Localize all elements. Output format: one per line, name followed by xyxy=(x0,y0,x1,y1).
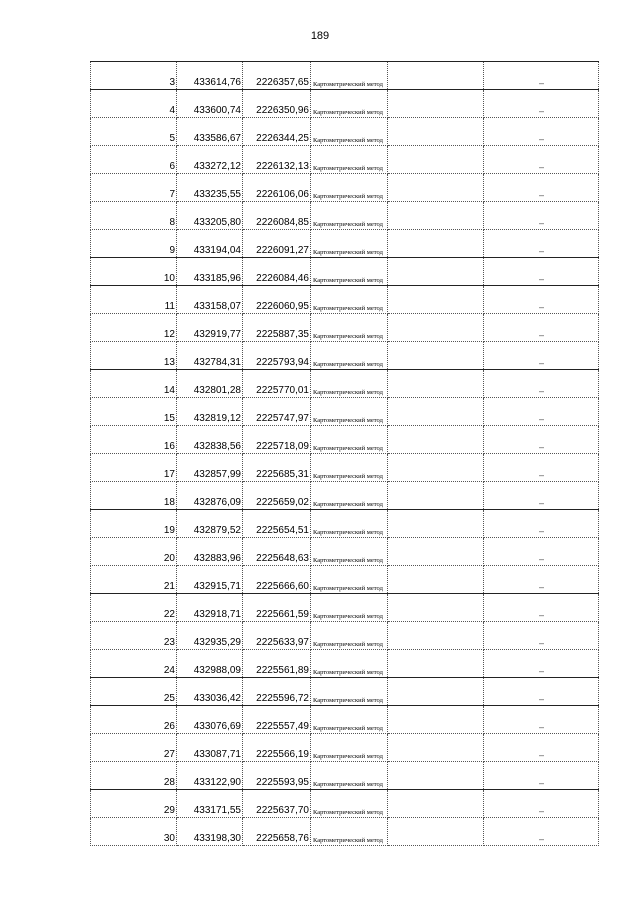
accuracy-dash-cell: – xyxy=(484,314,599,342)
point-number-cell: 28 xyxy=(91,762,177,790)
method-cell: Картометрический метод xyxy=(311,426,388,454)
table-row xyxy=(91,90,599,118)
x-coordinate-cell: 433076,69 xyxy=(177,706,243,734)
method-cell: Картометрический метод xyxy=(311,538,388,566)
accuracy-dash-cell: – xyxy=(484,230,599,258)
empty-cell xyxy=(388,62,484,90)
point-number-cell: 20 xyxy=(91,538,177,566)
table-row xyxy=(91,398,599,426)
y-coordinate-cell: 2226060,95 xyxy=(243,286,311,314)
x-coordinate-cell: 432838,56 xyxy=(177,426,243,454)
point-number-cell: 24 xyxy=(91,650,177,678)
method-cell: Картометрический метод xyxy=(311,790,388,818)
method-cell: Картометрический метод xyxy=(311,314,388,342)
empty-cell xyxy=(388,566,484,594)
table-row xyxy=(91,230,599,258)
point-number-cell: 25 xyxy=(91,678,177,706)
empty-cell xyxy=(388,510,484,538)
coordinates-table-body xyxy=(91,62,599,846)
x-coordinate-cell: 433087,71 xyxy=(177,734,243,762)
y-coordinate-cell: 2225561,89 xyxy=(243,650,311,678)
accuracy-dash-cell: – xyxy=(484,174,599,202)
accuracy-dash-cell: – xyxy=(484,62,599,90)
empty-cell xyxy=(388,790,484,818)
method-cell: Картометрический метод xyxy=(311,90,388,118)
x-coordinate-cell: 433036,42 xyxy=(177,678,243,706)
method-cell: Картометрический метод xyxy=(311,706,388,734)
method-cell: Картометрический метод xyxy=(311,118,388,146)
point-number-cell: 11 xyxy=(91,286,177,314)
empty-cell xyxy=(388,398,484,426)
table-row xyxy=(91,174,599,202)
point-number-cell: 7 xyxy=(91,174,177,202)
empty-cell xyxy=(388,482,484,510)
table-row xyxy=(91,118,599,146)
accuracy-dash-cell: – xyxy=(484,594,599,622)
method-cell: Картометрический метод xyxy=(311,258,388,286)
empty-cell xyxy=(388,146,484,174)
y-coordinate-cell: 2225566,19 xyxy=(243,734,311,762)
method-cell: Картометрический метод xyxy=(311,594,388,622)
empty-cell xyxy=(388,706,484,734)
method-cell: Картометрический метод xyxy=(311,146,388,174)
accuracy-dash-cell: – xyxy=(484,286,599,314)
method-cell: Картометрический метод xyxy=(311,566,388,594)
point-number-cell: 21 xyxy=(91,566,177,594)
method-cell: Картометрический метод xyxy=(311,62,388,90)
method-cell: Картометрический метод xyxy=(311,510,388,538)
point-number-cell: 22 xyxy=(91,594,177,622)
empty-cell xyxy=(388,650,484,678)
table-row xyxy=(91,342,599,370)
y-coordinate-cell: 2226091,27 xyxy=(243,230,311,258)
accuracy-dash-cell: – xyxy=(484,678,599,706)
x-coordinate-cell: 433235,55 xyxy=(177,174,243,202)
y-coordinate-cell: 2225793,94 xyxy=(243,342,311,370)
accuracy-dash-cell: – xyxy=(484,398,599,426)
x-coordinate-cell: 432879,52 xyxy=(177,510,243,538)
accuracy-dash-cell: – xyxy=(484,566,599,594)
y-coordinate-cell: 2225633,97 xyxy=(243,622,311,650)
table-row xyxy=(91,62,599,90)
point-number-cell: 23 xyxy=(91,622,177,650)
point-number-cell: 9 xyxy=(91,230,177,258)
accuracy-dash-cell: – xyxy=(484,454,599,482)
x-coordinate-cell: 433158,07 xyxy=(177,286,243,314)
point-number-cell: 3 xyxy=(91,62,177,90)
point-number-cell: 13 xyxy=(91,342,177,370)
point-number-cell: 4 xyxy=(91,90,177,118)
table-row xyxy=(91,146,599,174)
accuracy-dash-cell: – xyxy=(484,818,599,846)
x-coordinate-cell: 433614,76 xyxy=(177,62,243,90)
accuracy-dash-cell: – xyxy=(484,90,599,118)
empty-cell xyxy=(388,286,484,314)
table-row xyxy=(91,762,599,790)
y-coordinate-cell: 2226106,06 xyxy=(243,174,311,202)
x-coordinate-cell: 433198,30 xyxy=(177,818,243,846)
empty-cell xyxy=(388,594,484,622)
empty-cell xyxy=(388,342,484,370)
accuracy-dash-cell: – xyxy=(484,146,599,174)
x-coordinate-cell: 432883,96 xyxy=(177,538,243,566)
method-cell: Картометрический метод xyxy=(311,174,388,202)
table-row xyxy=(91,594,599,622)
empty-cell xyxy=(388,762,484,790)
y-coordinate-cell: 2225593,95 xyxy=(243,762,311,790)
table-row xyxy=(91,678,599,706)
table-row xyxy=(91,482,599,510)
table-row xyxy=(91,734,599,762)
y-coordinate-cell: 2226350,96 xyxy=(243,90,311,118)
empty-cell xyxy=(388,538,484,566)
accuracy-dash-cell: – xyxy=(484,118,599,146)
point-number-cell: 15 xyxy=(91,398,177,426)
method-cell: Картометрический метод xyxy=(311,650,388,678)
method-cell: Картометрический метод xyxy=(311,230,388,258)
y-coordinate-cell: 2225659,02 xyxy=(243,482,311,510)
method-cell: Картометрический метод xyxy=(311,678,388,706)
x-coordinate-cell: 432857,99 xyxy=(177,454,243,482)
accuracy-dash-cell: – xyxy=(484,370,599,398)
method-cell: Картометрический метод xyxy=(311,454,388,482)
coordinates-table xyxy=(90,61,599,846)
table-row xyxy=(91,370,599,398)
y-coordinate-cell: 2226344,25 xyxy=(243,118,311,146)
accuracy-dash-cell: – xyxy=(484,510,599,538)
table-row xyxy=(91,706,599,734)
y-coordinate-cell: 2225770,01 xyxy=(243,370,311,398)
empty-cell xyxy=(388,314,484,342)
x-coordinate-cell: 432801,28 xyxy=(177,370,243,398)
table-row xyxy=(91,202,599,230)
x-coordinate-cell: 432988,09 xyxy=(177,650,243,678)
x-coordinate-cell: 433205,80 xyxy=(177,202,243,230)
accuracy-dash-cell: – xyxy=(484,426,599,454)
page-number: 189 xyxy=(310,30,330,42)
x-coordinate-cell: 432819,12 xyxy=(177,398,243,426)
y-coordinate-cell: 2225637,70 xyxy=(243,790,311,818)
point-number-cell: 14 xyxy=(91,370,177,398)
table-row xyxy=(91,650,599,678)
method-cell: Картометрический метод xyxy=(311,734,388,762)
point-number-cell: 12 xyxy=(91,314,177,342)
empty-cell xyxy=(388,230,484,258)
table-row xyxy=(91,566,599,594)
empty-cell xyxy=(388,734,484,762)
x-coordinate-cell: 432915,71 xyxy=(177,566,243,594)
method-cell: Картометрический метод xyxy=(311,398,388,426)
empty-cell xyxy=(388,818,484,846)
x-coordinate-cell: 432919,77 xyxy=(177,314,243,342)
point-number-cell: 27 xyxy=(91,734,177,762)
x-coordinate-cell: 432784,31 xyxy=(177,342,243,370)
point-number-cell: 26 xyxy=(91,706,177,734)
y-coordinate-cell: 2225666,60 xyxy=(243,566,311,594)
y-coordinate-cell: 2225596,72 xyxy=(243,678,311,706)
point-number-cell: 18 xyxy=(91,482,177,510)
point-number-cell: 29 xyxy=(91,790,177,818)
point-number-cell: 30 xyxy=(91,818,177,846)
method-cell: Картометрический метод xyxy=(311,370,388,398)
table-row xyxy=(91,426,599,454)
point-number-cell: 19 xyxy=(91,510,177,538)
accuracy-dash-cell: – xyxy=(484,706,599,734)
x-coordinate-cell: 433171,55 xyxy=(177,790,243,818)
table-row xyxy=(91,286,599,314)
x-coordinate-cell: 433600,74 xyxy=(177,90,243,118)
x-coordinate-cell: 433586,67 xyxy=(177,118,243,146)
x-coordinate-cell: 433185,96 xyxy=(177,258,243,286)
empty-cell xyxy=(388,90,484,118)
y-coordinate-cell: 2225685,31 xyxy=(243,454,311,482)
x-coordinate-cell: 432935,29 xyxy=(177,622,243,650)
accuracy-dash-cell: – xyxy=(484,650,599,678)
x-coordinate-cell: 433122,90 xyxy=(177,762,243,790)
table-row xyxy=(91,622,599,650)
accuracy-dash-cell: – xyxy=(484,790,599,818)
y-coordinate-cell: 2226084,85 xyxy=(243,202,311,230)
x-coordinate-cell: 433272,12 xyxy=(177,146,243,174)
y-coordinate-cell: 2226357,65 xyxy=(243,62,311,90)
point-number-cell: 6 xyxy=(91,146,177,174)
empty-cell xyxy=(388,202,484,230)
table-row xyxy=(91,538,599,566)
point-number-cell: 16 xyxy=(91,426,177,454)
accuracy-dash-cell: – xyxy=(484,202,599,230)
x-coordinate-cell: 432876,09 xyxy=(177,482,243,510)
method-cell: Картометрический метод xyxy=(311,622,388,650)
point-number-cell: 10 xyxy=(91,258,177,286)
accuracy-dash-cell: – xyxy=(484,734,599,762)
accuracy-dash-cell: – xyxy=(484,482,599,510)
point-number-cell: 5 xyxy=(91,118,177,146)
y-coordinate-cell: 2225718,09 xyxy=(243,426,311,454)
method-cell: Картометрический метод xyxy=(311,762,388,790)
method-cell: Картометрический метод xyxy=(311,342,388,370)
table-row xyxy=(91,454,599,482)
y-coordinate-cell: 2226132,13 xyxy=(243,146,311,174)
point-number-cell: 17 xyxy=(91,454,177,482)
y-coordinate-cell: 2225658,76 xyxy=(243,818,311,846)
method-cell: Картометрический метод xyxy=(311,286,388,314)
y-coordinate-cell: 2225648,63 xyxy=(243,538,311,566)
table-row xyxy=(91,258,599,286)
empty-cell xyxy=(388,370,484,398)
y-coordinate-cell: 2225661,59 xyxy=(243,594,311,622)
y-coordinate-cell: 2225887,35 xyxy=(243,314,311,342)
empty-cell xyxy=(388,454,484,482)
empty-cell xyxy=(388,118,484,146)
empty-cell xyxy=(388,678,484,706)
x-coordinate-cell: 433194,04 xyxy=(177,230,243,258)
point-number-cell: 8 xyxy=(91,202,177,230)
accuracy-dash-cell: – xyxy=(484,258,599,286)
accuracy-dash-cell: – xyxy=(484,342,599,370)
method-cell: Картометрический метод xyxy=(311,482,388,510)
empty-cell xyxy=(388,258,484,286)
table-row xyxy=(91,510,599,538)
table-row xyxy=(91,790,599,818)
y-coordinate-cell: 2226084,46 xyxy=(243,258,311,286)
method-cell: Картометрический метод xyxy=(311,202,388,230)
x-coordinate-cell: 432918,71 xyxy=(177,594,243,622)
empty-cell xyxy=(388,622,484,650)
accuracy-dash-cell: – xyxy=(484,622,599,650)
accuracy-dash-cell: – xyxy=(484,762,599,790)
y-coordinate-cell: 2225654,51 xyxy=(243,510,311,538)
y-coordinate-cell: 2225557,49 xyxy=(243,706,311,734)
empty-cell xyxy=(388,426,484,454)
method-cell: Картометрический метод xyxy=(311,818,388,846)
empty-cell xyxy=(388,174,484,202)
y-coordinate-cell: 2225747,97 xyxy=(243,398,311,426)
accuracy-dash-cell: – xyxy=(484,538,599,566)
table-row xyxy=(91,314,599,342)
table-row xyxy=(91,818,599,846)
